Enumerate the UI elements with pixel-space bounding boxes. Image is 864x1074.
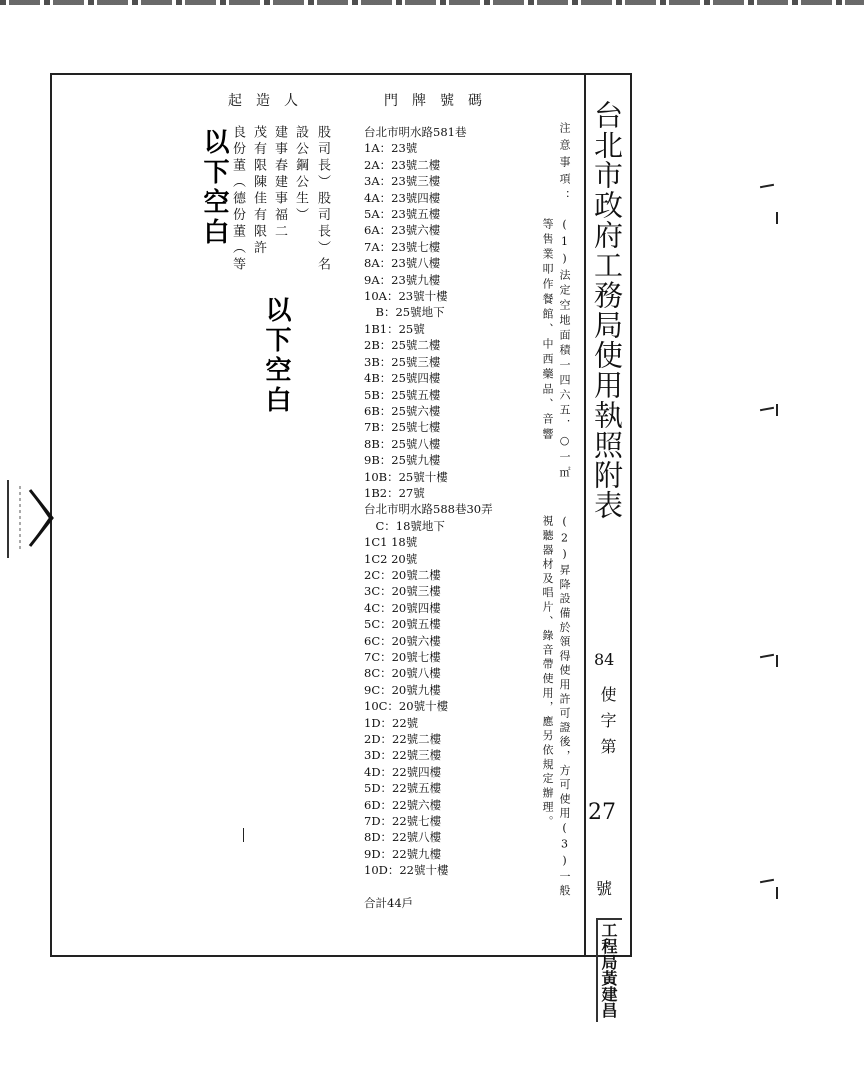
- title-divider: [584, 73, 586, 957]
- list-item: 8A：23號八樓: [364, 256, 441, 271]
- list-item: 7A：23號七樓: [364, 239, 441, 254]
- notes-line: (1)法定空地面積一四六五．○一㎡: [558, 218, 571, 481]
- scan-mark: [243, 828, 244, 842]
- list-item: 9A：23號九樓: [364, 272, 441, 287]
- binding-mark: [6, 478, 54, 562]
- permit-prefix: 使字第: [598, 686, 617, 764]
- scan-mark: [776, 887, 778, 899]
- list-item: 1B1：25號: [364, 321, 425, 336]
- permit-year: 84: [594, 650, 615, 669]
- list-item: 5A：23號五樓: [364, 207, 441, 222]
- list-item: 4D：22號四樓: [364, 764, 442, 779]
- list-item: 1A：23號: [364, 141, 418, 156]
- list-item: 6D：22號六樓: [364, 797, 442, 812]
- builder-col-5: 良份董（德份董（等: [230, 125, 245, 274]
- list-item: 8B：25號八樓: [364, 436, 441, 451]
- list-item: 2B：25號二樓: [364, 338, 441, 353]
- scan-mark: [776, 404, 778, 416]
- stamp-text: [599, 922, 617, 1018]
- list-item: 8D：22號八樓: [364, 830, 442, 845]
- handwritten-blank-note: 以下空白: [199, 128, 229, 248]
- list-item: [364, 879, 554, 895]
- list-item: 8C：20號八樓: [364, 666, 441, 681]
- permit-number: 27: [588, 800, 616, 825]
- list-item: 7B：25號七樓: [364, 420, 441, 435]
- notes-line: (2)昇降設備於領得使用許可證後，方可使用(3)一般: [558, 515, 571, 899]
- scan-mark: [760, 407, 774, 411]
- list-item: 7D：22號七樓: [364, 814, 442, 829]
- list-item: 3B：25號三樓: [364, 354, 441, 369]
- list-item: 5C：20號五樓: [364, 617, 441, 632]
- scan-mark: [776, 655, 778, 667]
- list-item: 7C：20號七樓: [364, 650, 441, 664]
- builder-header: 起造人: [228, 93, 312, 109]
- list-item: 4B：25號四樓: [364, 371, 441, 386]
- builder-col-2: 設公鋼公生）: [293, 125, 308, 224]
- list-item: 1C1 18號: [364, 535, 418, 550]
- scan-mark: [760, 879, 774, 883]
- list-item: 1C2 20號: [364, 551, 418, 566]
- list-item: 5D：22號五樓: [364, 781, 442, 796]
- builder-col-1: 股司長）股司長）名: [315, 125, 330, 274]
- list-item: 4C：20號四樓: [364, 600, 441, 615]
- list-item: 9C：20號九樓: [364, 682, 441, 697]
- list-item: 1B2：27號: [364, 485, 425, 500]
- list-item: 1D：22號: [364, 715, 419, 730]
- list-item: B：25號地下: [364, 305, 445, 320]
- list-item: C：18號地下: [364, 518, 445, 533]
- list-item: 9D：22號九樓: [364, 846, 442, 861]
- stamp-line: 黃建昌: [599, 970, 618, 1018]
- stamp-line: 工程局: [599, 922, 618, 970]
- list-item: 10C：20號十樓: [364, 699, 449, 714]
- list-item: 2C：20號二樓: [364, 567, 441, 582]
- list-item: 10B：25號十樓: [364, 469, 448, 484]
- builder-col-4: 茂有限陳佳有限許: [251, 125, 266, 257]
- page-title: 台北市政府工務局使用執照附表: [590, 100, 624, 520]
- list-item: 6A：23號六樓: [364, 223, 441, 238]
- list-item: 10D：22號十樓: [364, 863, 449, 878]
- list-item: 台北市明水路581巷: [364, 125, 467, 139]
- list-item: 6B：25號六樓: [364, 403, 441, 418]
- list-item: 2D：22號二樓: [364, 732, 442, 747]
- list-item: 台北市明水路588巷30弄: [364, 502, 493, 517]
- list-item: 2A：23號二樓: [364, 157, 441, 172]
- list-item: 5B：25號五樓: [364, 387, 441, 402]
- handwritten-blank-note: 以下空白: [261, 296, 291, 416]
- list-item: 4A：23號四樓: [364, 190, 441, 205]
- builder-col-3: 建事春建事福二: [272, 125, 287, 241]
- list-item: 3C：20號三樓: [364, 584, 441, 599]
- house-number-list: [364, 124, 554, 912]
- permit-suffix: 號: [596, 879, 613, 898]
- notes-heading: 注意事項：: [558, 122, 571, 207]
- list-item: 6C：20號六樓: [364, 633, 441, 648]
- total-count: 合計44戶: [364, 896, 414, 911]
- scan-mark: [760, 184, 774, 188]
- notes-line: 等售業叩作餐館、中西藥品、音響: [541, 218, 554, 443]
- list-item: 10A：23號十樓: [364, 289, 448, 304]
- scan-edge-artifact: [0, 0, 864, 5]
- notes-line: 視聽器材及唱片、錄音帶使用，應另依規定辦理。: [541, 515, 554, 830]
- list-item: 3A：23號三樓: [364, 174, 441, 189]
- list-item: 3D：22號三樓: [364, 748, 442, 763]
- house-number-header: 門牌號碼: [384, 93, 496, 109]
- scan-mark: [776, 212, 778, 224]
- scan-mark: [760, 654, 774, 658]
- list-item: 9B：25號九樓: [364, 453, 441, 468]
